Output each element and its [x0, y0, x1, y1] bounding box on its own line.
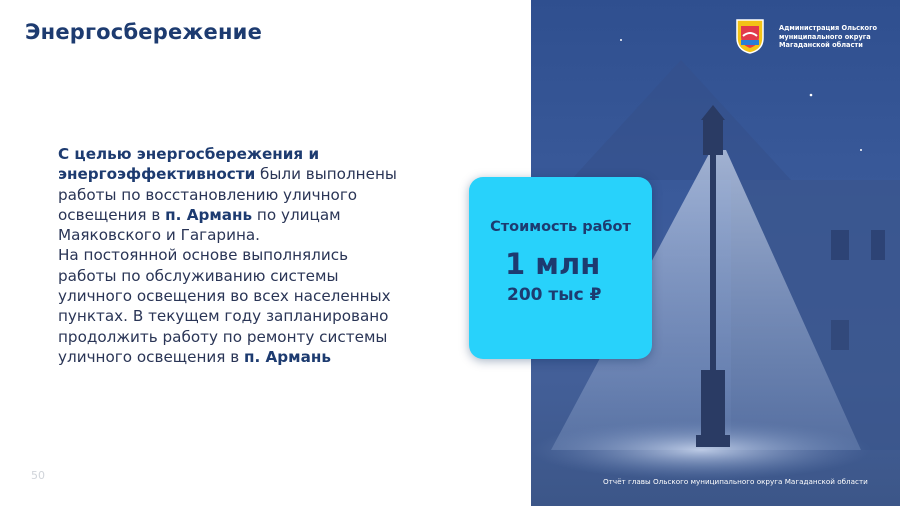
body-paragraph	[58, 144, 398, 367]
body-text-segment: по улицам Маяковского и Гагарина.	[58, 205, 341, 245]
administration-logo	[735, 18, 878, 58]
cost-amount-main: 1 млн	[505, 247, 601, 281]
report-footer: Отчёт главы Ольского муниципального округа Магаданской области	[603, 477, 868, 486]
coat-of-arms-icon	[735, 18, 765, 54]
cost-amount-sub: 200 тыс ₽	[507, 285, 602, 305]
slide-title: Энергосбережение	[25, 20, 263, 44]
body-text-segment: были выполнены работы по восстановлению уличного освещения в	[58, 165, 397, 224]
page-number: 50	[31, 469, 45, 482]
body-text-segment: С целью энергосбережения и энергоэффективности	[58, 145, 320, 184]
body-text-segment: п. Армань	[165, 205, 253, 224]
body-text-segment: На постоянной основе выполнялись работы по обслуживанию системы уличного освещения во всех населенных пунктах. В текущем году запланировано продолжить работу по ремонту системы уличного освещения в	[58, 246, 391, 366]
body-text-segment: п. Армань	[244, 347, 331, 366]
cost-label: Стоимость работ	[490, 219, 631, 235]
administration-name: Администрация Ольского муниципального округа Магаданской области	[779, 24, 878, 50]
cost-card	[469, 177, 652, 359]
